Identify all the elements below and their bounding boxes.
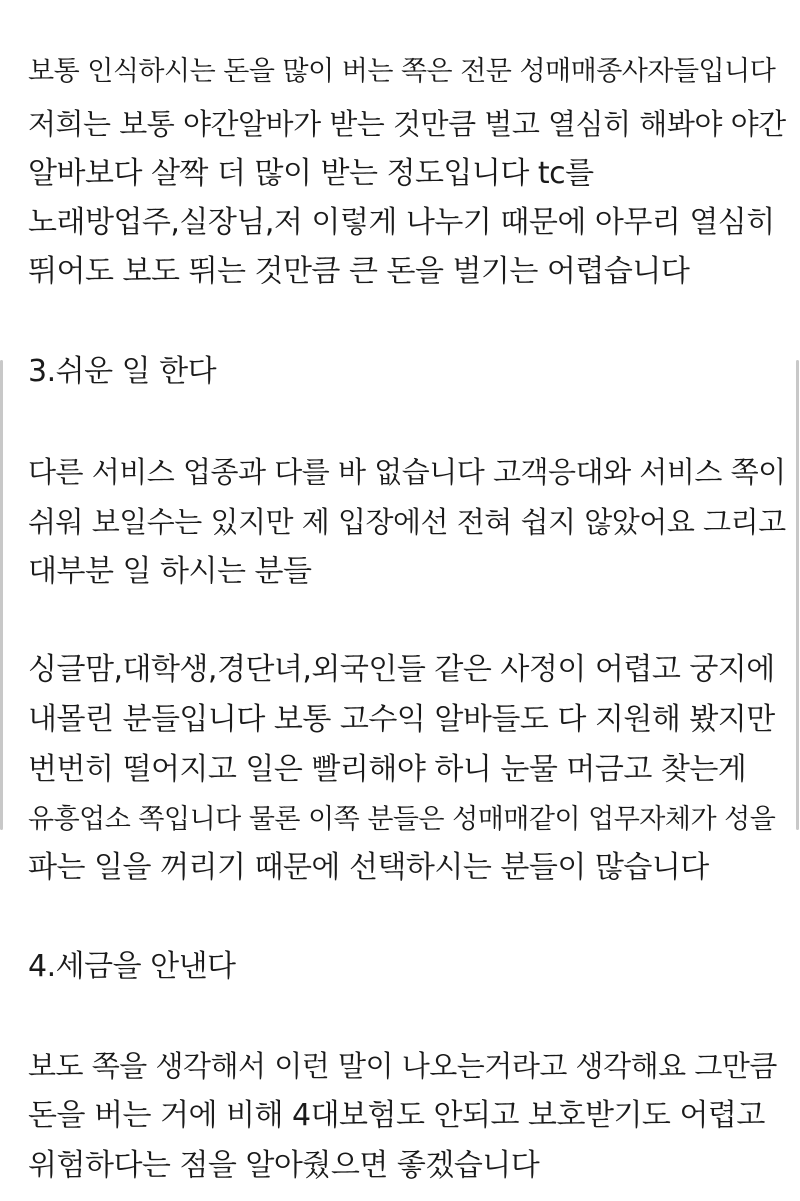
section-heading: 3.쉬운 일 한다 — [28, 354, 217, 389]
text-line: 다른 서비스 업종과 다를 바 없습니다 고객응대와 서비스 쪽이 — [28, 455, 786, 489]
text-line: 파는 일을 꺼리기 때문에 선택하시는 분들이 많습니다 — [28, 850, 709, 885]
text-line: 위험하다는 점을 알아줬으면 좋겠습니다 — [28, 1148, 540, 1183]
text-line: 보통 인식하시는 돈을 많이 버는 쪽은 전문 성매매종사자들입니다 — [28, 56, 776, 87]
section-heading: 4.세금을 안낸다 — [28, 949, 236, 984]
text-line: 뛰어도 보도 뛰는 것만큼 큰 돈을 벌기는 어렵습니다 — [28, 254, 690, 289]
text-line: 번번히 떨어지고 일은 빨리해야 하니 눈물 머금고 찾는게 — [28, 752, 747, 787]
text-line: 싱글맘,대학생,경단녀,외국인들 같은 사정이 어렵고 궁지에 — [28, 652, 775, 687]
text-line: 저희는 보통 야간알바가 받는 것만큼 벌고 열심히 해봐야 야간 — [28, 107, 786, 141]
text-line: 돈을 버는 거에 비해 4대보험도 안되고 보호받기도 어렵고 — [28, 1098, 765, 1133]
text-line: 보도 쪽을 생각해서 이런 말이 나오는거라고 생각해요 그만큼 — [28, 1049, 777, 1083]
text-line: 유흥업소 쪽입니다 물론 이쪽 분들은 성매매같이 업무자체가 성을 — [28, 804, 776, 835]
right-edge-mark — [796, 360, 799, 830]
left-edge-mark — [0, 360, 3, 830]
text-line: 알바보다 살짝 더 많이 받는 정도입니다 tc를 — [28, 156, 594, 191]
text-line: 내몰린 분들입니다 보통 고수익 알바들도 다 지원해 봤지만 — [28, 702, 775, 737]
text-line: 쉬워 보일수는 있지만 제 입장에선 전혀 쉽지 않았어요 그리고 — [28, 505, 786, 539]
text-line: 대부분 일 하시는 분들 — [28, 554, 312, 589]
text-line: 노래방업주,실장님,저 이렇게 나누기 때문에 아무리 열심히 — [28, 205, 775, 240]
